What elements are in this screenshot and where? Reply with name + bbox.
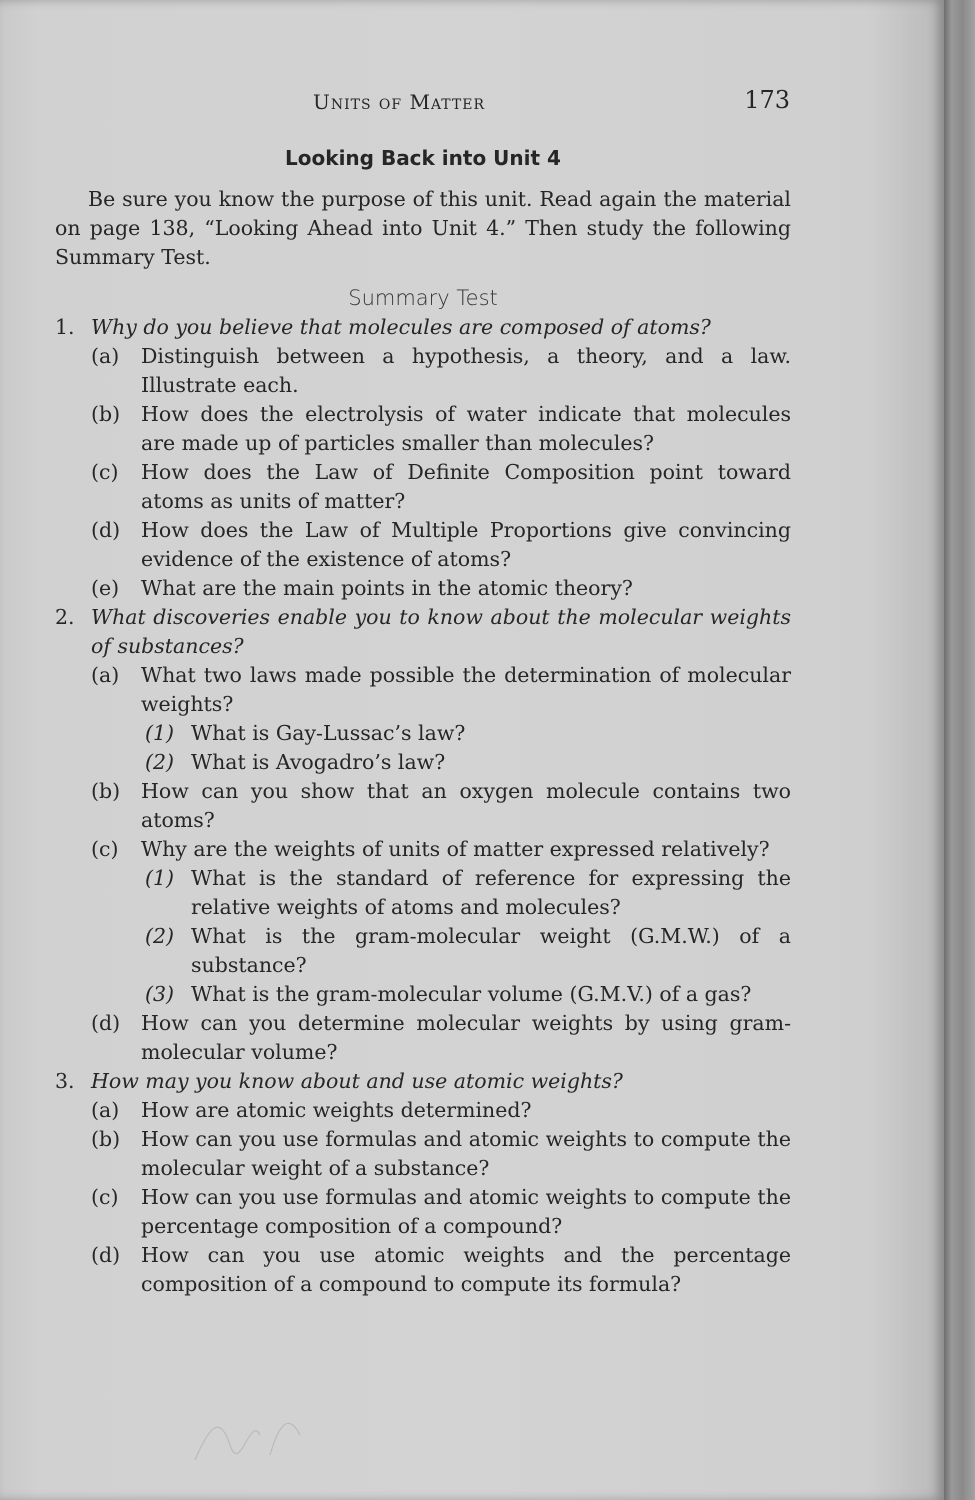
sub-part-text: What is Gay-Lussac’s law? <box>191 721 466 745</box>
running-title: Units of Matter <box>313 90 485 114</box>
sub-part-text: What is the gram-molecular weight (G.M.W.) of a substance? <box>191 924 791 977</box>
question-2 <box>55 603 791 661</box>
sub-parts <box>145 719 791 777</box>
part-text: How does the Law of Definite Composition point toward atoms as units of matter? <box>141 460 791 513</box>
part-text: How can you use formulas and atomic weights to compute the molecular weight of a substance? <box>141 1127 791 1180</box>
question-part <box>91 777 791 835</box>
part-label: (e) <box>91 576 120 600</box>
question-2-parts <box>91 661 791 1067</box>
summary-test-title: Summary Test <box>348 286 498 310</box>
question-part <box>91 1241 791 1299</box>
question-3 <box>55 1067 791 1096</box>
part-text: How can you use formulas and atomic weights to compute the percentage composition of a compound? <box>141 1185 791 1238</box>
sub-part-label: (1) <box>145 721 175 745</box>
sub-part <box>145 748 791 777</box>
question-text: How may you know about and use atomic weights? <box>91 1069 623 1093</box>
sub-part-text: What is the standard of reference for expressing the relative weights of atoms and molecules? <box>191 866 791 919</box>
part-text: Why are the weights of units of matter expressed relatively? <box>141 837 770 861</box>
pencil-scribble-mark <box>190 1405 310 1465</box>
part-label: (a) <box>91 663 120 687</box>
question-part <box>91 1183 791 1241</box>
question-number: 2. <box>55 605 75 629</box>
part-label: (a) <box>91 344 120 368</box>
question-1-parts <box>91 342 791 603</box>
part-text: How can you determine molecular weights by using gram-molecular volume? <box>141 1011 791 1064</box>
question-part <box>91 342 791 400</box>
part-text: How does the Law of Multiple Proportions give convincing evidence of the existence of atoms? <box>141 518 791 571</box>
part-label: (c) <box>91 837 119 861</box>
sub-part <box>145 719 791 748</box>
sub-part-label: (2) <box>145 750 175 774</box>
sub-part <box>145 922 791 980</box>
question-number: 3. <box>55 1069 75 1093</box>
part-text: Distinguish between a hypothesis, a theory, and a law. Illustrate each. <box>141 344 791 397</box>
question-number: 1. <box>55 315 75 339</box>
intro-paragraph: Be sure you know the purpose of this unit. Read again the material on page 138, “Looking Ahead into Unit 4.” Then study the following Summary Test. <box>55 187 791 269</box>
part-label: (b) <box>91 779 121 803</box>
question-3-parts <box>91 1096 791 1299</box>
part-label: (d) <box>91 1011 121 1035</box>
part-label: (b) <box>91 402 121 426</box>
part-text: How does the electrolysis of water indicate that molecules are made up of particles smaller than molecules? <box>141 402 791 455</box>
part-text: What are the main points in the atomic theory? <box>141 576 633 600</box>
book-page-edge <box>944 0 975 1500</box>
sub-part <box>145 864 791 922</box>
question-part <box>91 458 791 516</box>
part-label: (c) <box>91 1185 119 1209</box>
sub-part-label: (2) <box>145 924 175 948</box>
part-label: (d) <box>91 1243 121 1267</box>
sub-part-label: (1) <box>145 866 175 890</box>
part-label: (b) <box>91 1127 121 1151</box>
question-part <box>91 1125 791 1183</box>
page-content <box>55 140 791 1299</box>
sub-parts <box>145 864 791 1009</box>
part-label: (d) <box>91 518 121 542</box>
question-part <box>91 1009 791 1067</box>
question-text: Why do you believe that molecules are composed of atoms? <box>91 315 711 339</box>
question-part <box>91 400 791 458</box>
sub-part-text: What is the gram-molecular volume (G.M.V.) of a gas? <box>191 982 752 1006</box>
question-1 <box>55 313 791 342</box>
part-text: How can you use atomic weights and the percentage composition of a compound to compute its formula? <box>141 1243 791 1296</box>
part-label: (c) <box>91 460 119 484</box>
sub-part-label: (3) <box>145 982 175 1006</box>
part-text: What two laws made possible the determination of molecular weights? <box>141 663 791 716</box>
sub-part <box>145 980 791 1009</box>
question-part <box>91 1096 791 1125</box>
question-part <box>91 574 791 603</box>
page-header <box>55 86 790 120</box>
part-text: How are atomic weights determined? <box>141 1098 532 1122</box>
question-text: What discoveries enable you to know about the molecular weights of substances? <box>91 605 791 658</box>
question-part <box>91 661 791 719</box>
part-text: How can you show that an oxygen molecule contains two atoms? <box>141 779 791 832</box>
question-part <box>91 835 791 864</box>
part-label: (a) <box>91 1098 120 1122</box>
question-part <box>91 516 791 574</box>
section-title: Looking Back into Unit 4 <box>285 146 561 170</box>
page-number: 173 <box>744 86 790 114</box>
sub-part-text: What is Avogadro’s law? <box>191 750 446 774</box>
